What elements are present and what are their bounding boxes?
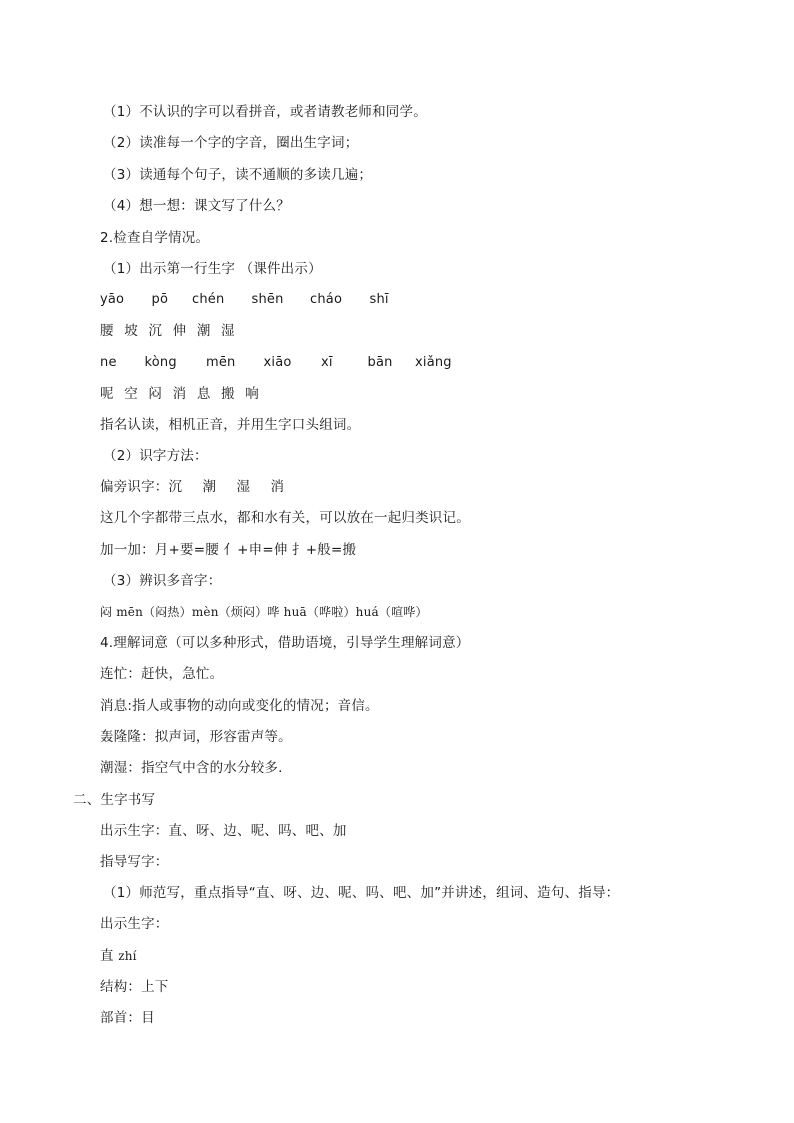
- step-3-text: （3）读通每个句子，读不通顺的多读几遍；: [103, 167, 373, 183]
- polyphone-line: 闷 mēn（闷热）mèn（烦闷）哗 huā（哗啦）huá（喧哗）: [100, 605, 428, 619]
- char-zhi-line: [100, 946, 137, 966]
- pinyin-item: pō: [151, 292, 169, 307]
- word-honglonglong: 轰隆隆：拟声词，形容雷声等。: [100, 729, 292, 745]
- word-xiaoxi: 消息:指人或事物的动向或变化的情况；音信。: [100, 698, 379, 714]
- radical-char: 潮: [202, 479, 217, 495]
- show-first-row-text: （1）出示第一行生字 （课件出示）: [103, 261, 322, 277]
- pinyin-item: xiǎng: [415, 355, 452, 370]
- chars-row-2: [100, 384, 265, 404]
- check-selfstudy-heading: 2.检查自学情况。: [100, 230, 210, 246]
- pinyin-item: xī: [321, 355, 333, 370]
- pinyin-item: xiāo: [263, 355, 292, 370]
- pinyin-row-2: [100, 352, 452, 373]
- char-item: 响: [245, 386, 259, 402]
- char-zhi: 直: [100, 948, 114, 964]
- polyphone-heading: （3）辨识多音字：: [103, 573, 222, 589]
- char-zhi-pinyin: zhí: [118, 949, 137, 963]
- radical-char: 湿: [236, 479, 251, 495]
- radical-char: 消: [270, 479, 285, 495]
- pinyin-row-1: [100, 289, 389, 310]
- pinyin-item: ne: [100, 355, 117, 370]
- char-item: 息: [196, 386, 211, 402]
- char-item: 沉: [148, 323, 163, 339]
- water-radical-explanation: 这几个字都带三点水，都和水有关，可以放在一起归类识记。: [100, 510, 470, 526]
- char-item: 搬: [221, 386, 235, 402]
- pinyin-item: shēn: [251, 292, 284, 307]
- radical-char: 沉: [168, 479, 183, 495]
- pinyin-item: shī: [369, 292, 389, 307]
- pinyin-item: yāo: [100, 292, 125, 307]
- show-char-label: 出示生字：: [100, 916, 169, 932]
- char-item: 空: [124, 386, 138, 402]
- structure-line: 结构：上下: [100, 979, 169, 995]
- step-2-text: （2）读准每一个字的字音，圈出生字词；: [103, 135, 359, 151]
- recognition-instruction: 指名认读，相机正音，并用生字口头组词。: [100, 417, 361, 433]
- radical-line: 部首：目: [100, 1010, 155, 1026]
- pinyin-item: kòng: [144, 355, 177, 370]
- pinyin-item: mēn: [206, 355, 236, 370]
- word-lianmang: 连忙：赶快，急忙。: [100, 666, 224, 682]
- word-meaning-heading: 4.理解词意（可以多种形式，借助语境，引导学生理解词意）: [100, 635, 470, 651]
- chars-row-1: [100, 321, 241, 341]
- pinyin-item: bān: [367, 355, 393, 370]
- step-1-text: （1）不认识的字可以看拼音，或者请教老师和同学。: [103, 104, 427, 120]
- radical-method-label: 偏旁识字：: [100, 479, 169, 495]
- pinyin-item: cháo: [310, 292, 343, 307]
- writing-guidance-heading: 指导写字：: [100, 854, 169, 870]
- word-chaoshi: 潮湿：指空气中含的水分较多.: [100, 760, 283, 776]
- section-writing-heading: 二、生字书写: [73, 792, 156, 808]
- char-item: 腰: [100, 323, 114, 339]
- teacher-demo-text: （1）师范写，重点指导“直、呀、边、呢、吗、吧、加”并讲述，组词、造句、指导：: [103, 885, 620, 901]
- char-item: 坡: [124, 323, 138, 339]
- char-item: 潮: [196, 323, 211, 339]
- char-item: 闷: [148, 386, 163, 402]
- char-item: 消: [172, 386, 187, 402]
- char-item: 呢: [100, 386, 114, 402]
- char-item: 湿: [221, 323, 235, 339]
- method-heading: （2）识字方法：: [103, 448, 208, 464]
- show-writing-chars: 出示生字：直、呀、边、呢、吗、吧、加: [100, 823, 347, 839]
- step-4-text: （4）想一想：课文写了什么？: [103, 198, 290, 214]
- radical-method-line: [100, 477, 284, 497]
- char-item: 伸: [172, 323, 187, 339]
- pinyin-item: chén: [192, 292, 225, 307]
- add-method-line: 加一加：月+要=腰 亻+申=伸 扌+般=搬: [100, 542, 357, 558]
